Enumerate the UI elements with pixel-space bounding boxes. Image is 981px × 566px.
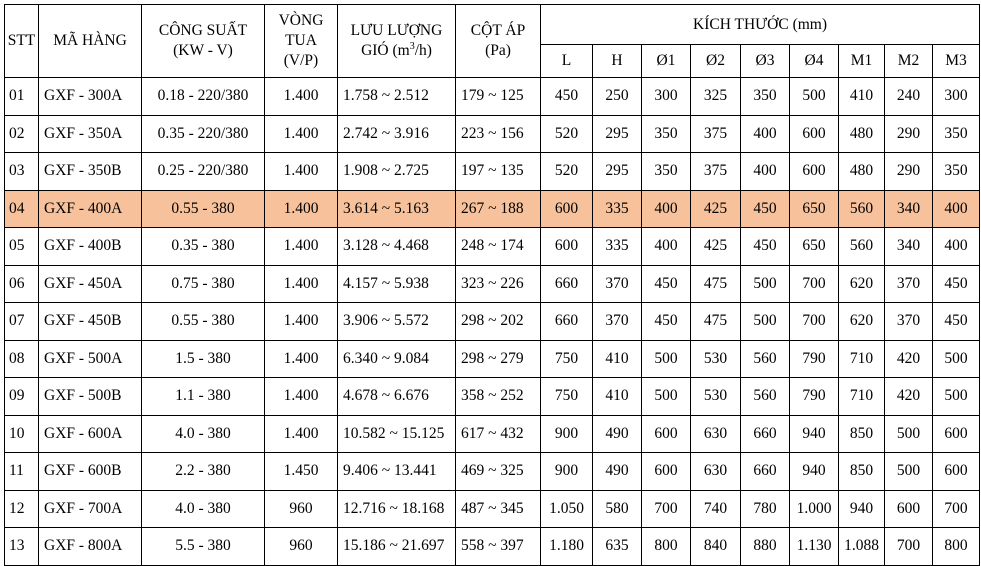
cell-dim-m1: 850: [839, 415, 885, 453]
cell-dim-h: 335: [593, 228, 642, 266]
cell-ma-hang: GXF - 400A: [39, 190, 142, 228]
cell-cong-suat: 5.5 - 380: [142, 528, 265, 566]
cell-dim-o2: 375: [691, 115, 741, 153]
cell-vong-tua: 1.400: [265, 190, 338, 228]
cell-stt: 07: [5, 303, 39, 341]
cell-cot-ap: 248 ~ 174: [456, 228, 541, 266]
cell-dim-o4: 600: [790, 115, 839, 153]
cell-ma-hang: GXF - 700A: [39, 490, 142, 528]
cell-stt: 03: [5, 153, 39, 191]
header-dim-o3: Ø3: [741, 45, 790, 78]
cell-dim-m2: 340: [885, 190, 933, 228]
cell-dim-l: 900: [541, 415, 593, 453]
header-cong-suat-line1: CÔNG SUẤT: [158, 22, 248, 39]
cell-cot-ap: 358 ~ 252: [456, 378, 541, 416]
header-cot-ap-line2: (Pa): [485, 42, 511, 59]
cell-dim-o3: 400: [741, 153, 790, 191]
cell-dim-o4: 790: [790, 378, 839, 416]
cell-dim-o4: 650: [790, 228, 839, 266]
cell-dim-o3: 880: [741, 528, 790, 566]
cell-dim-h: 295: [593, 153, 642, 191]
cell-dim-h: 250: [593, 78, 642, 116]
header-dim-m2: M2: [885, 45, 933, 78]
cell-dim-o4: 650: [790, 190, 839, 228]
cell-vong-tua: 1.400: [265, 378, 338, 416]
header-cot-ap-line1: CỘT ÁP: [470, 22, 526, 39]
cell-vong-tua: 960: [265, 528, 338, 566]
cell-dim-l: 750: [541, 378, 593, 416]
cell-vong-tua: 960: [265, 490, 338, 528]
cell-dim-m2: 290: [885, 115, 933, 153]
cell-dim-h: 580: [593, 490, 642, 528]
cell-cong-suat: 0.18 - 220/380: [142, 78, 265, 116]
header-vong-tua-line1: VÒNG: [278, 12, 324, 29]
cell-stt: 06: [5, 265, 39, 303]
cell-stt: 11: [5, 453, 39, 491]
cell-cong-suat: 1.5 - 380: [142, 340, 265, 378]
cell-dim-m3: 800: [933, 528, 980, 566]
cell-stt: 01: [5, 78, 39, 116]
cell-dim-l: 520: [541, 153, 593, 191]
cell-dim-m3: 600: [933, 415, 980, 453]
cell-dim-m2: 420: [885, 340, 933, 378]
cell-stt: 13: [5, 528, 39, 566]
cell-dim-l: 750: [541, 340, 593, 378]
cell-dim-m3: 450: [933, 303, 980, 341]
cell-dim-h: 335: [593, 190, 642, 228]
cell-dim-l: 900: [541, 453, 593, 491]
cell-dim-o3: 660: [741, 415, 790, 453]
cell-dim-m3: 450: [933, 265, 980, 303]
table-row: [5, 340, 980, 378]
header-stt: STT: [5, 5, 39, 78]
cell-luu-luong: 3.614 ~ 5.163: [338, 190, 456, 228]
cell-dim-o1: 500: [642, 340, 691, 378]
cell-luu-luong: 4.157 ~ 5.938: [338, 265, 456, 303]
cell-dim-m3: 300: [933, 78, 980, 116]
cell-dim-l: 1.050: [541, 490, 593, 528]
cell-ma-hang: GXF - 600B: [39, 453, 142, 491]
cell-dim-o3: 660: [741, 453, 790, 491]
cell-luu-luong: 3.906 ~ 5.572: [338, 303, 456, 341]
cell-dim-o2: 425: [691, 228, 741, 266]
cell-vong-tua: 1.400: [265, 78, 338, 116]
header-kich-thuoc: KÍCH THƯỚC (mm): [541, 5, 980, 45]
cell-dim-o2: 530: [691, 378, 741, 416]
header-dim-m1: M1: [839, 45, 885, 78]
cell-dim-h: 490: [593, 453, 642, 491]
cell-dim-o2: 375: [691, 153, 741, 191]
cell-dim-o4: 940: [790, 453, 839, 491]
cell-luu-luong: 1.758 ~ 2.512: [338, 78, 456, 116]
cell-luu-luong: 4.678 ~ 6.676: [338, 378, 456, 416]
cell-dim-o3: 450: [741, 228, 790, 266]
cell-luu-luong: 3.128 ~ 4.468: [338, 228, 456, 266]
cell-dim-o2: 840: [691, 528, 741, 566]
cell-dim-h: 410: [593, 340, 642, 378]
cell-stt: 08: [5, 340, 39, 378]
cell-cot-ap: 298 ~ 202: [456, 303, 541, 341]
cell-luu-luong: 15.186 ~ 21.697: [338, 528, 456, 566]
cell-dim-m2: 370: [885, 265, 933, 303]
cell-cot-ap: 469 ~ 325: [456, 453, 541, 491]
cell-stt: 05: [5, 228, 39, 266]
cell-dim-l: 1.180: [541, 528, 593, 566]
header-row-top: [5, 5, 980, 45]
table-row: [5, 190, 980, 228]
cell-dim-o3: 500: [741, 265, 790, 303]
cell-cong-suat: 1.1 - 380: [142, 378, 265, 416]
cell-dim-m2: 500: [885, 453, 933, 491]
cell-dim-o1: 600: [642, 415, 691, 453]
cell-dim-o4: 700: [790, 303, 839, 341]
header-luu-luong-line2: [338, 41, 455, 61]
cell-vong-tua: 1.400: [265, 265, 338, 303]
cell-stt: 02: [5, 115, 39, 153]
cell-ma-hang: GXF - 600A: [39, 415, 142, 453]
cell-dim-m3: 700: [933, 490, 980, 528]
cell-dim-m2: 290: [885, 153, 933, 191]
cell-dim-o2: 630: [691, 453, 741, 491]
cell-dim-m1: 710: [839, 378, 885, 416]
cell-cot-ap: 223 ~ 156: [456, 115, 541, 153]
cell-dim-m1: 560: [839, 190, 885, 228]
cell-dim-o4: 790: [790, 340, 839, 378]
cell-cot-ap: 179 ~ 125: [456, 78, 541, 116]
cell-dim-o3: 560: [741, 378, 790, 416]
cell-vong-tua: 1.400: [265, 415, 338, 453]
cell-dim-l: 520: [541, 115, 593, 153]
cell-dim-m1: 710: [839, 340, 885, 378]
table-row: [5, 303, 980, 341]
header-vong-tua: [265, 5, 338, 78]
table-row: [5, 115, 980, 153]
cell-cot-ap: 298 ~ 279: [456, 340, 541, 378]
cell-dim-o2: 325: [691, 78, 741, 116]
table-row: [5, 415, 980, 453]
header-dim-h: H: [593, 45, 642, 78]
header-dim-m3: M3: [933, 45, 980, 78]
cell-dim-o1: 400: [642, 228, 691, 266]
cell-dim-o4: 600: [790, 153, 839, 191]
header-luu-luong-unit-a: GIÓ (m: [361, 42, 410, 59]
cell-ma-hang: GXF - 350B: [39, 153, 142, 191]
cell-dim-m3: 500: [933, 378, 980, 416]
cell-dim-m2: 500: [885, 415, 933, 453]
table-row: [5, 453, 980, 491]
header-luu-luong-line1: LƯU LƯỢNG: [350, 22, 443, 39]
cell-ma-hang: GXF - 400B: [39, 228, 142, 266]
cell-dim-l: 600: [541, 190, 593, 228]
cell-vong-tua: 1.400: [265, 115, 338, 153]
cell-stt: 10: [5, 415, 39, 453]
cell-dim-m2: 240: [885, 78, 933, 116]
cell-cong-suat: 0.75 - 380: [142, 265, 265, 303]
cell-dim-o2: 475: [691, 265, 741, 303]
cell-vong-tua: 1.400: [265, 228, 338, 266]
cell-dim-m2: 370: [885, 303, 933, 341]
cell-luu-luong: 10.582 ~ 15.125: [338, 415, 456, 453]
header-luu-luong-unit-b: /h): [414, 42, 432, 59]
header-luu-luong: [338, 5, 456, 78]
cell-luu-luong: 1.908 ~ 2.725: [338, 153, 456, 191]
cell-dim-o3: 400: [741, 115, 790, 153]
cell-dim-o1: 400: [642, 190, 691, 228]
header-vong-tua-line3: (V/P): [283, 52, 319, 69]
cell-cong-suat: 0.55 - 380: [142, 190, 265, 228]
cell-luu-luong: 9.406 ~ 13.441: [338, 453, 456, 491]
cell-dim-o1: 350: [642, 153, 691, 191]
cell-dim-l: 600: [541, 228, 593, 266]
cell-cong-suat: 4.0 - 380: [142, 415, 265, 453]
cell-dim-m1: 620: [839, 265, 885, 303]
cell-dim-o4: 500: [790, 78, 839, 116]
table-row: [5, 153, 980, 191]
cell-dim-m1: 560: [839, 228, 885, 266]
header-dim-o4: Ø4: [790, 45, 839, 78]
cell-dim-o1: 450: [642, 303, 691, 341]
cell-cong-suat: 0.35 - 220/380: [142, 115, 265, 153]
cell-stt: 12: [5, 490, 39, 528]
cell-dim-m3: 350: [933, 153, 980, 191]
cell-dim-o1: 700: [642, 490, 691, 528]
header-dim-o1: Ø1: [642, 45, 691, 78]
cell-ma-hang: GXF - 500A: [39, 340, 142, 378]
cell-dim-h: 410: [593, 378, 642, 416]
table-row: [5, 490, 980, 528]
table-row: [5, 265, 980, 303]
cell-ma-hang: GXF - 500B: [39, 378, 142, 416]
cell-cong-suat: 0.35 - 380: [142, 228, 265, 266]
cell-luu-luong: 6.340 ~ 9.084: [338, 340, 456, 378]
cell-dim-o3: 500: [741, 303, 790, 341]
cell-dim-o4: 700: [790, 265, 839, 303]
cell-dim-o2: 630: [691, 415, 741, 453]
cell-dim-m3: 400: [933, 228, 980, 266]
cell-dim-o3: 450: [741, 190, 790, 228]
cell-dim-o1: 500: [642, 378, 691, 416]
header-cong-suat: [142, 5, 265, 78]
cell-dim-m3: 400: [933, 190, 980, 228]
cell-dim-m1: 620: [839, 303, 885, 341]
cell-dim-o4: 940: [790, 415, 839, 453]
cell-dim-h: 490: [593, 415, 642, 453]
cell-dim-m1: 1.088: [839, 528, 885, 566]
cell-dim-m3: 350: [933, 115, 980, 153]
cell-dim-m1: 480: [839, 115, 885, 153]
cell-cot-ap: 617 ~ 432: [456, 415, 541, 453]
cell-dim-h: 635: [593, 528, 642, 566]
cell-dim-h: 295: [593, 115, 642, 153]
cell-vong-tua: 1.400: [265, 303, 338, 341]
table-row: [5, 228, 980, 266]
cell-dim-o4: 1.000: [790, 490, 839, 528]
cell-dim-l: 450: [541, 78, 593, 116]
cell-cong-suat: 2.2 - 380: [142, 453, 265, 491]
cell-dim-o3: 350: [741, 78, 790, 116]
table-row: [5, 378, 980, 416]
cell-dim-o3: 780: [741, 490, 790, 528]
cell-ma-hang: GXF - 800A: [39, 528, 142, 566]
cell-dim-l: 660: [541, 265, 593, 303]
cell-cot-ap: 558 ~ 397: [456, 528, 541, 566]
cell-dim-o2: 425: [691, 190, 741, 228]
cell-cot-ap: 267 ~ 188: [456, 190, 541, 228]
cell-dim-m3: 500: [933, 340, 980, 378]
cell-stt: 04: [5, 190, 39, 228]
header-cot-ap: [456, 5, 541, 78]
cell-dim-h: 370: [593, 265, 642, 303]
table-row: [5, 78, 980, 116]
cell-vong-tua: 1.400: [265, 153, 338, 191]
header-vong-tua-line2: TUA: [285, 32, 317, 49]
header-dim-o2: Ø2: [691, 45, 741, 78]
cell-ma-hang: GXF - 300A: [39, 78, 142, 116]
header-dim-l: L: [541, 45, 593, 78]
table-body: [5, 78, 980, 566]
cell-cong-suat: 0.55 - 380: [142, 303, 265, 341]
cell-cong-suat: 4.0 - 380: [142, 490, 265, 528]
cell-dim-o2: 740: [691, 490, 741, 528]
header-ma-hang: MÃ HÀNG: [39, 5, 142, 78]
cell-vong-tua: 1.400: [265, 340, 338, 378]
cell-ma-hang: GXF - 450A: [39, 265, 142, 303]
cell-cot-ap: 323 ~ 226: [456, 265, 541, 303]
cell-dim-o4: 1.130: [790, 528, 839, 566]
cell-dim-o1: 800: [642, 528, 691, 566]
cell-dim-m2: 340: [885, 228, 933, 266]
cell-cot-ap: 487 ~ 345: [456, 490, 541, 528]
cell-dim-o1: 450: [642, 265, 691, 303]
cell-stt: 09: [5, 378, 39, 416]
cell-dim-m1: 940: [839, 490, 885, 528]
cell-ma-hang: GXF - 350A: [39, 115, 142, 153]
cell-ma-hang: GXF - 450B: [39, 303, 142, 341]
cell-dim-o2: 530: [691, 340, 741, 378]
cell-cot-ap: 197 ~ 135: [456, 153, 541, 191]
table-row: [5, 528, 980, 566]
cell-dim-m2: 600: [885, 490, 933, 528]
fan-spec-table: [4, 4, 980, 566]
header-cong-suat-line2: (KW - V): [173, 42, 233, 59]
header-luu-luong-sup: 3: [409, 40, 415, 52]
cell-dim-o1: 350: [642, 115, 691, 153]
cell-dim-m1: 480: [839, 153, 885, 191]
cell-dim-m1: 410: [839, 78, 885, 116]
cell-dim-o2: 475: [691, 303, 741, 341]
cell-vong-tua: 1.450: [265, 453, 338, 491]
cell-cong-suat: 0.25 - 220/380: [142, 153, 265, 191]
cell-dim-o3: 560: [741, 340, 790, 378]
cell-dim-m1: 850: [839, 453, 885, 491]
spec-table-container: [4, 4, 980, 566]
cell-luu-luong: 2.742 ~ 3.916: [338, 115, 456, 153]
cell-dim-m3: 600: [933, 453, 980, 491]
cell-dim-h: 370: [593, 303, 642, 341]
cell-dim-o1: 600: [642, 453, 691, 491]
cell-dim-m2: 420: [885, 378, 933, 416]
cell-dim-m2: 700: [885, 528, 933, 566]
cell-dim-l: 660: [541, 303, 593, 341]
cell-luu-luong: 12.716 ~ 18.168: [338, 490, 456, 528]
cell-dim-o1: 300: [642, 78, 691, 116]
